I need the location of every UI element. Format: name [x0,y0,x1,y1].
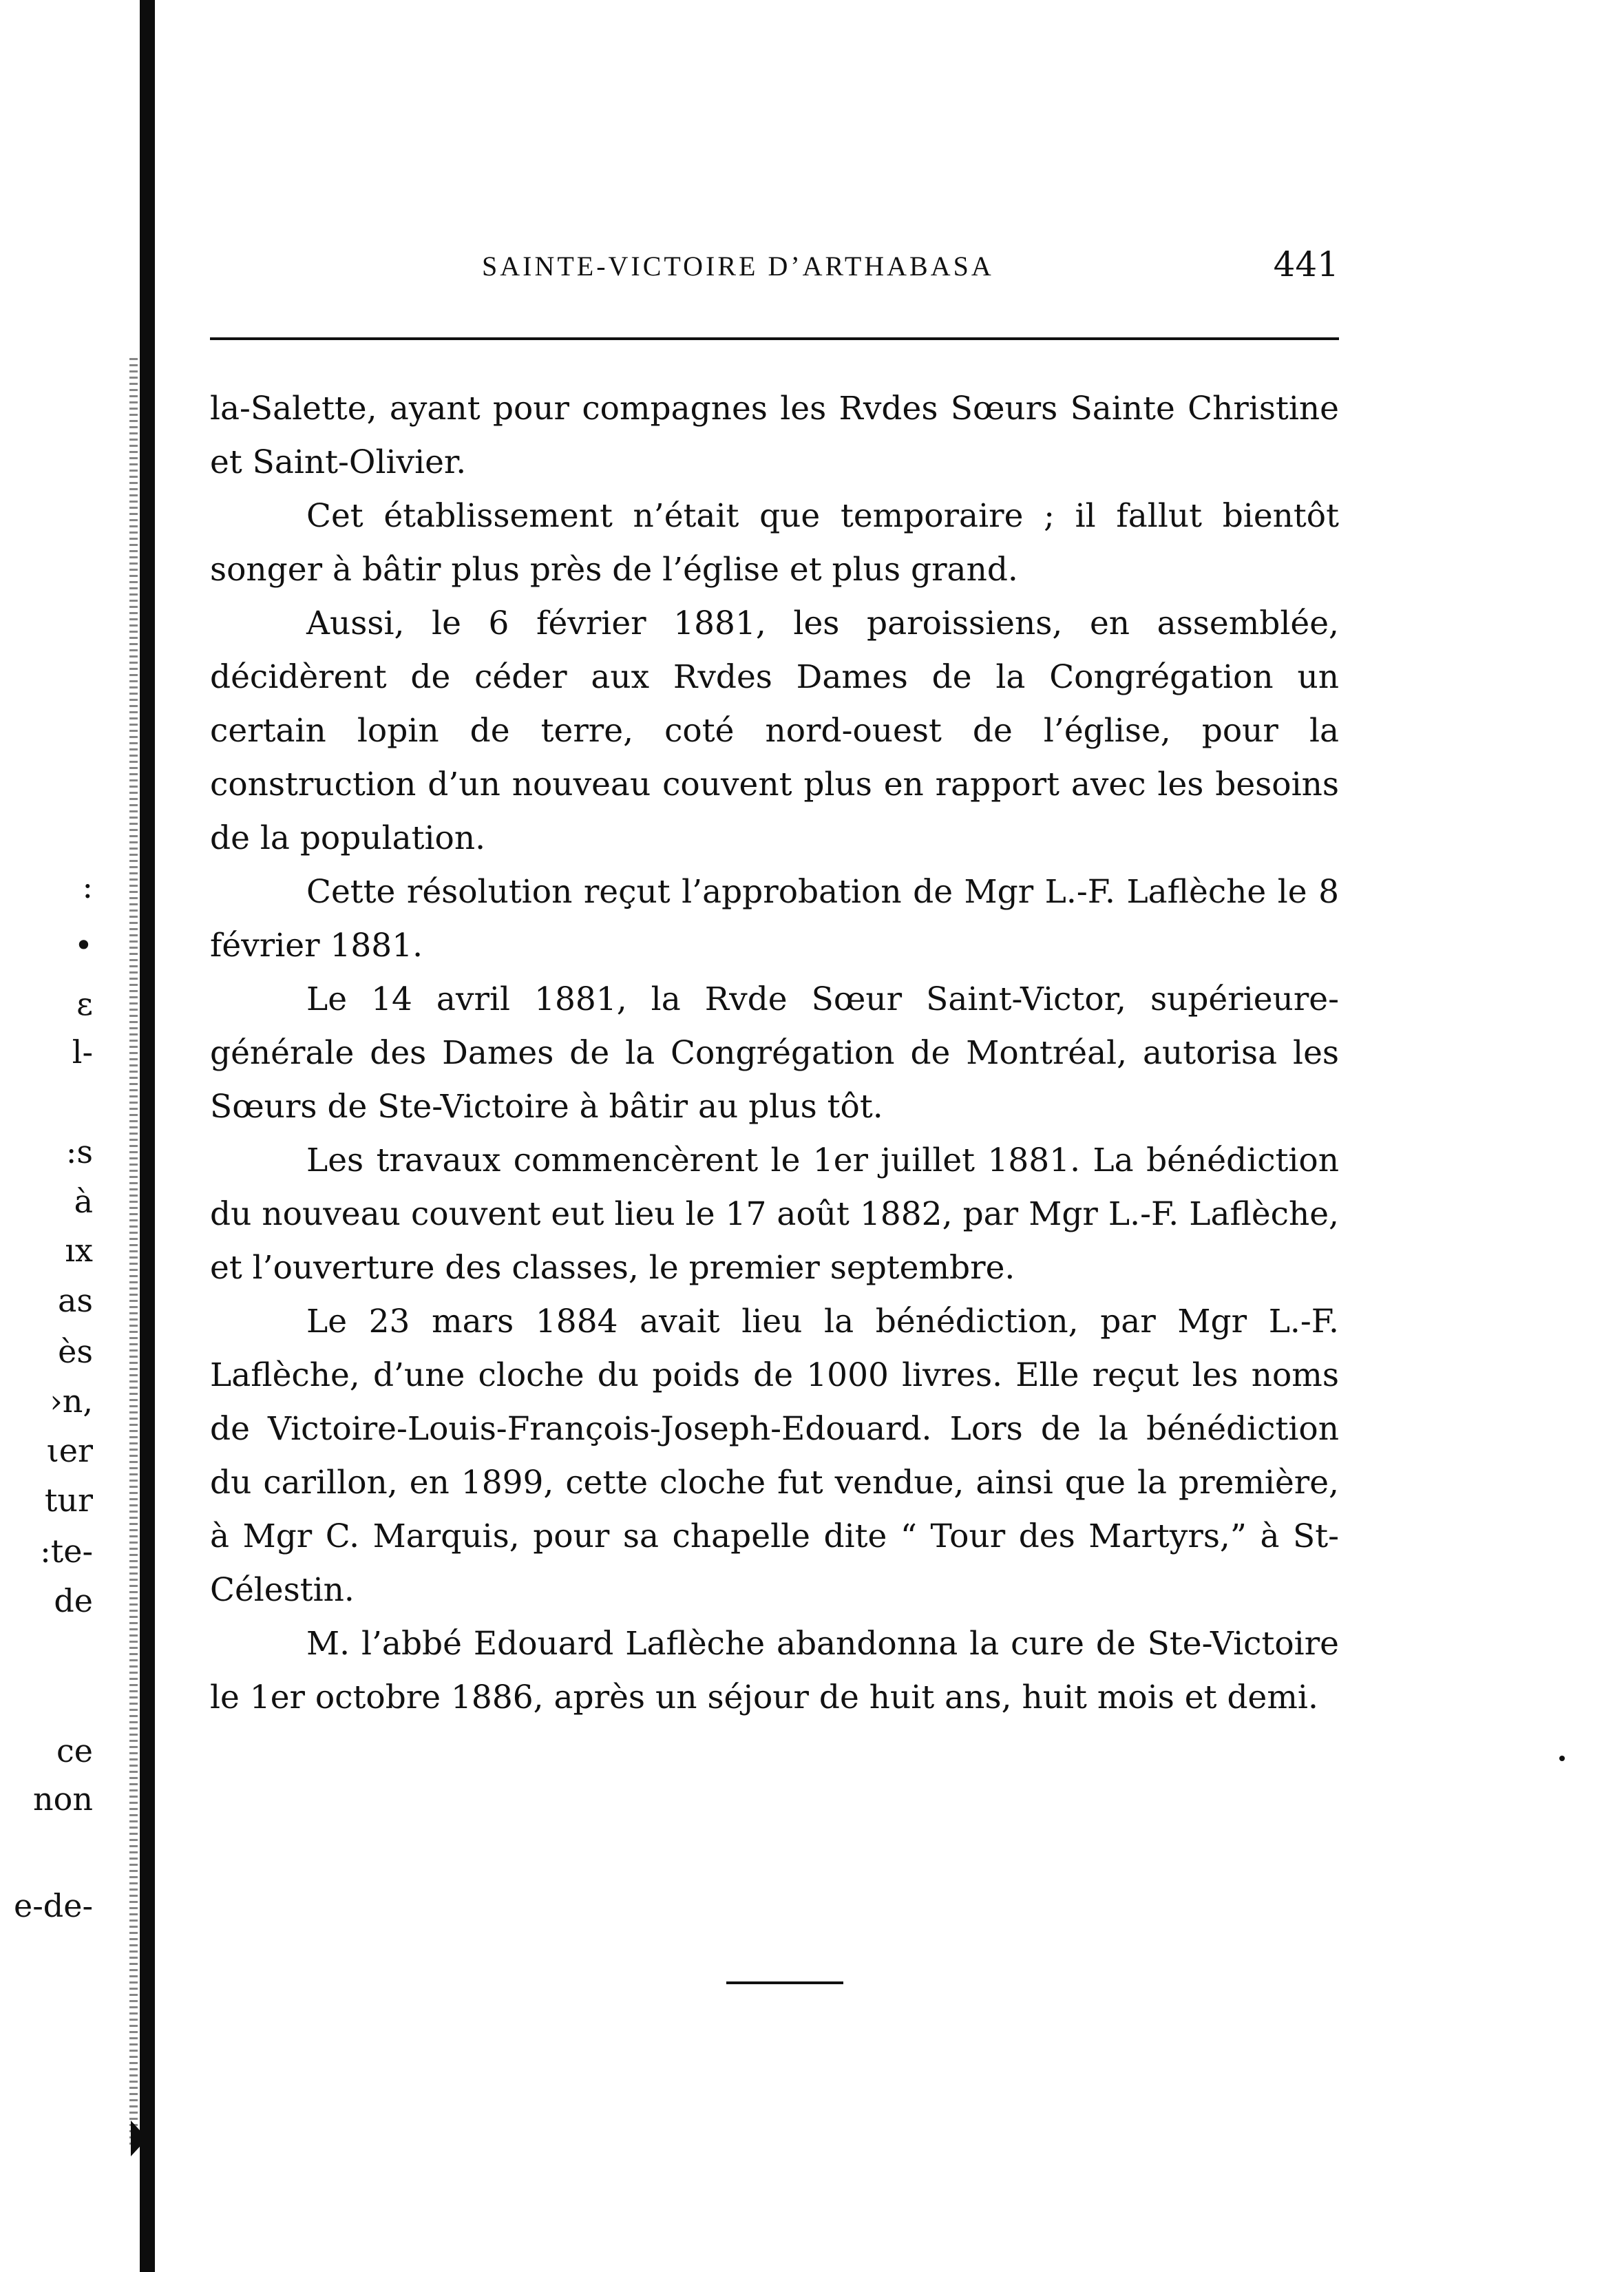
page-header [210,244,1339,293]
binding-texture [129,358,138,2148]
facing-page-fragment: e-de- [14,1887,93,1924]
facing-page-fragment: as [57,1282,93,1319]
facing-page-fragment: de [54,1582,93,1619]
facing-page-fragment: ce [56,1732,93,1769]
facing-page-fragment: ιer [46,1432,93,1469]
facing-page-fragment: à [74,1183,93,1220]
header-rule [210,337,1339,340]
facing-page-fragment: ıx [65,1232,93,1269]
paragraph: M. l’abbé Edouard Laflèche abandonna la cure de Ste-Victoire le 1er octobre 1886, après un séjour de huit ans, huit mois et demi. [210,1625,1339,1716]
paragraph: la-Salette, ayant pour compagnes les Rvdes Sœurs Sainte Christine et Saint-Olivier. [210,390,1339,481]
facing-page-fragment: non [33,1780,93,1818]
paragraph: Le 14 avril 1881, la Rvde Sœur Saint-Victor, supérieure-générale des Dames de la Congrégation de Montréal, autorisa les Sœurs de Ste-Victoire à bâtir au plus tôt. [210,980,1339,1126]
running-title: SAINTE-VICTOIRE D’ARTHABASA [482,251,994,282]
facing-page-fragment: : [82,868,93,905]
facing-page-fragment: • [74,927,93,964]
margin-dot [1559,1756,1565,1761]
facing-page-fragment: l- [72,1033,93,1071]
facing-page-fragment: ès [58,1333,93,1370]
facing-page-fragment: tur [44,1482,93,1519]
facing-page-fragment: :te- [40,1533,93,1570]
paragraph: Les travaux commencèrent le 1er juillet 1881. La bénédiction du nouveau couvent eut lieu le 17 août 1882, par Mgr L.-F. Laflèche, et l’ouverture des classes, le premier septembre. [210,1142,1339,1287]
page-body [210,382,1339,1725]
paragraph: Cet établissement n’était que temporaire ; il fallut bientôt songer à bâtir plus près de l’église et plus grand. [210,497,1339,589]
page-number: 441 [1273,244,1339,284]
facing-page-margin [0,0,127,2272]
paragraph: Aussi, le 6 février 1881, les paroissiens, en assemblée, décidèrent de céder aux Rvdes Dames de la Congrégation un certain lopin de terre, coté nord-ouest de l’église, pour la construction d’un nouveau couvent plus en rapport avec les besoins de la population. [210,604,1339,857]
facing-page-fragment: :s [65,1133,93,1170]
binding-notch [131,2121,147,2156]
facing-page-fragment: ε [76,985,93,1022]
facing-page-fragment: ›n, [50,1382,93,1420]
paragraph: Cette résolution reçut l’approbation de Mgr L.-F. Laflèche le 8 février 1881. [210,873,1339,965]
page-binding-edge [140,0,155,2272]
section-end-rule [726,1981,843,1984]
paragraph: Le 23 mars 1884 avait lieu la bénédiction, par Mgr L.-F. Laflèche, d’une cloche du poids de 1000 livres. Elle reçut les noms de Victoire-Louis-François-Joseph-Edouard. Lors de la bénédiction du carillon, en 1899, cette cloche fut vendue, ainsi que la première, à Mgr C. Marquis, pour sa chapelle dite “ Tour des Martyrs,” à St-Célestin. [210,1303,1339,1609]
